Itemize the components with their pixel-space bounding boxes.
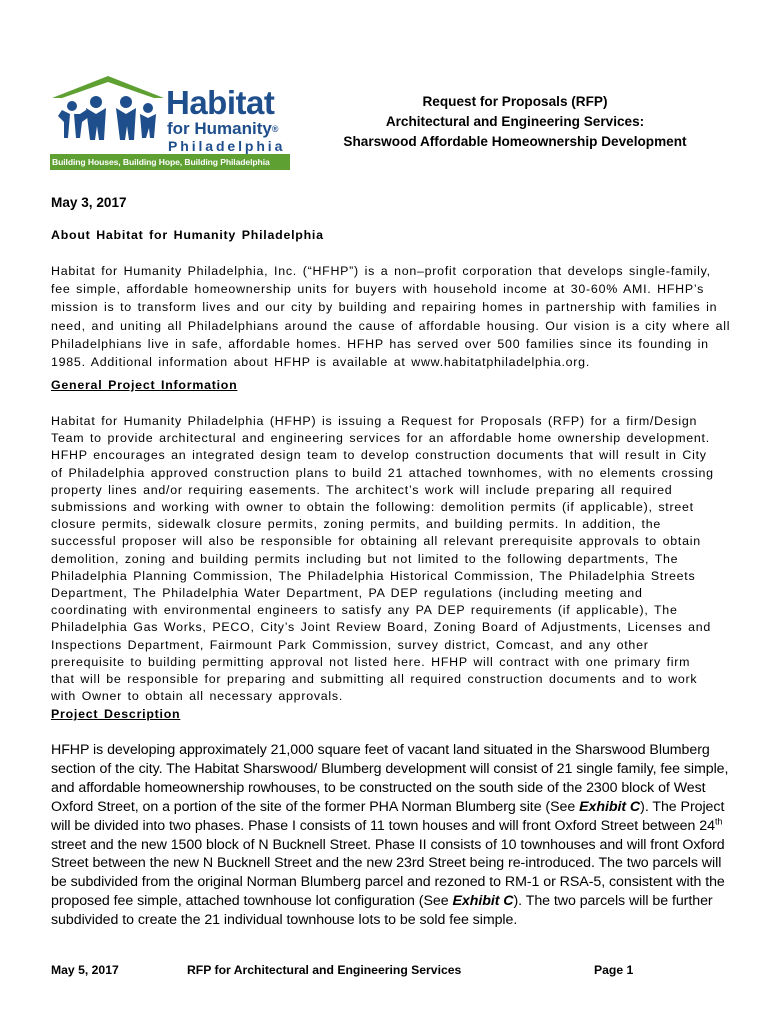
general-line: coordinating with environmental engineers to satisfy any PA DEP requirements (if applicable), The (51, 603, 678, 618)
project-description-heading: Project Description (51, 707, 181, 721)
project-line: Street between the new N Bucknell Street and the new 23rd Street being re-introduced. The two parcels will (51, 855, 722, 872)
about-line: fee simple, affordable homeownership units for buyers with household income at 30-60% AMI. HFHP’s (51, 282, 705, 297)
footer-date: May 5, 2017 (51, 963, 119, 977)
general-line: submissions and working with owner to obtain the following: demolition permits (if applicable), street (51, 500, 694, 515)
exhibit-c-reference: Exhibit C (452, 893, 514, 910)
project-line: section of the city. The Habitat Sharswood/ Blumberg development will consist of 21 single family, fee simple, (51, 760, 729, 777)
general-line: Team to provide architectural and engineering services for an affordable home ownership development. (51, 431, 710, 446)
project-line: subdivided to create the 21 individual townhouse lots to be sold fee simple. (51, 912, 518, 929)
general-info-paragraph (51, 413, 731, 705)
project-line: proposed fee simple, attached townhouse lot configuration (See Exhibit C). The two parcels will be further (51, 893, 713, 910)
general-info-heading: General Project Information (51, 378, 238, 392)
title-line-2: Architectural and Engineering Services: (385, 114, 645, 129)
about-line: Philadelphians live in safe, affordable homes. HFHP has served over 500 families since its founding in (51, 336, 709, 351)
general-line: Philadelphia Gas Works, PECO, City’s Joint Review Board, Zoning Board of Adjustments, Licenses and (51, 620, 712, 635)
logo-for-humanity: for Humanity® (167, 119, 279, 138)
about-paragraph (51, 262, 731, 371)
project-line: Oxford Street, on a portion of the site of the former PHA Norman Blumberg site (See Exhibit C). The Project (51, 798, 725, 815)
about-line: Habitat for Humanity Philadelphia, Inc. (“HFHP”) is a non–profit corporation that develops single-family, (51, 264, 711, 278)
project-line: street and the new 1500 block of N Bucknell Street. Phase II consists of 10 townhouses and will front Oxford (51, 836, 725, 853)
rfp-title-block (330, 92, 700, 152)
project-line: and affordable homeownership rowhouses, to be constructed on the south side of the 2300 block of West (51, 779, 706, 796)
about-line: need, and uniting all Philadelphians around the cause of affordable housing. Our vision is a city where all (51, 318, 731, 333)
general-line: demolition, zoning and building permits including but not limited to the following departments, The (51, 551, 679, 566)
general-line: closure permits, sidewalk closure permits, zoning permits, and building permits. In addition, the (51, 517, 662, 532)
title-line-3: Sharswood Affordable Homeownership Development (343, 134, 687, 149)
habitat-logo (50, 74, 290, 174)
general-line: HFHP encourages an integrated design team to develop construction documents that will result in City (51, 448, 707, 463)
document-date: May 3, 2017 (51, 195, 127, 210)
registered-mark: ® (271, 124, 279, 134)
general-line: that will be responsible for preparing and submitting all required construction documents and to work (51, 672, 698, 687)
general-line: Inspections Department, Fairmount Park Commission, survey district, Comcast, and any other (51, 637, 649, 652)
logo-city: Philadelphia (168, 138, 286, 154)
title-line-1: Request for Proposals (RFP) (422, 94, 608, 109)
project-line: HFHP is developing approximately 21,000 square feet of vacant land situated in the Sharswood Blumberg (51, 742, 710, 758)
project-line: be subdivided from the original Norman Blumberg parcel and rezoned to RM-1 or RSA-5, consistent with the (51, 874, 725, 891)
general-line: with Owner to obtain all necessary approvals. (51, 689, 344, 704)
about-heading: About Habitat for Humanity Philadelphia (51, 228, 324, 242)
project-description-paragraph (51, 741, 741, 930)
exhibit-c-reference: Exhibit C (579, 798, 641, 815)
general-line: prerequisite to building permitting approval not listed here. HFHP will contract with one primary firm (51, 654, 691, 669)
general-line: Philadelphia Planning Commission, The Philadelphia Historical Commission, The Philadelphia Streets (51, 568, 696, 583)
general-line: property lines and/or requiring easements. The architect’s work will include preparing all required (51, 482, 673, 497)
general-line: successful proposer will also be responsible for obtaining all relevant prerequisite approvals to obtain (51, 534, 701, 549)
about-line: 1985. Additional information about HFHP is available at www.habitatphiladelphia.org. (51, 355, 591, 370)
general-line: Habitat for Humanity Philadelphia (HFHP) is issuing a Request for Proposals (RFP) for a firm/Design (51, 414, 698, 428)
about-line: mission is to transform lives and our city by building and repairing homes in partnership with families in (51, 300, 718, 315)
project-line: will be divided into two phases. Phase I consists of 11 town houses and will front Oxford Street between 24th (51, 815, 723, 834)
general-line: of Philadelphia approved construction plans to build 21 attached townhomes, with no elements crossing (51, 465, 714, 480)
page-number: Page 1 (594, 963, 634, 977)
logo-habitat-word: Habitat (166, 84, 275, 121)
logo-tagline: Building Houses, Building Hope, Building Philadelphia (52, 157, 270, 167)
footer-title: RFP for Architectural and Engineering Services (187, 963, 462, 977)
general-line: Department, The Philadelphia Water Department, PA DEP regulations (including meeting and (51, 586, 643, 601)
